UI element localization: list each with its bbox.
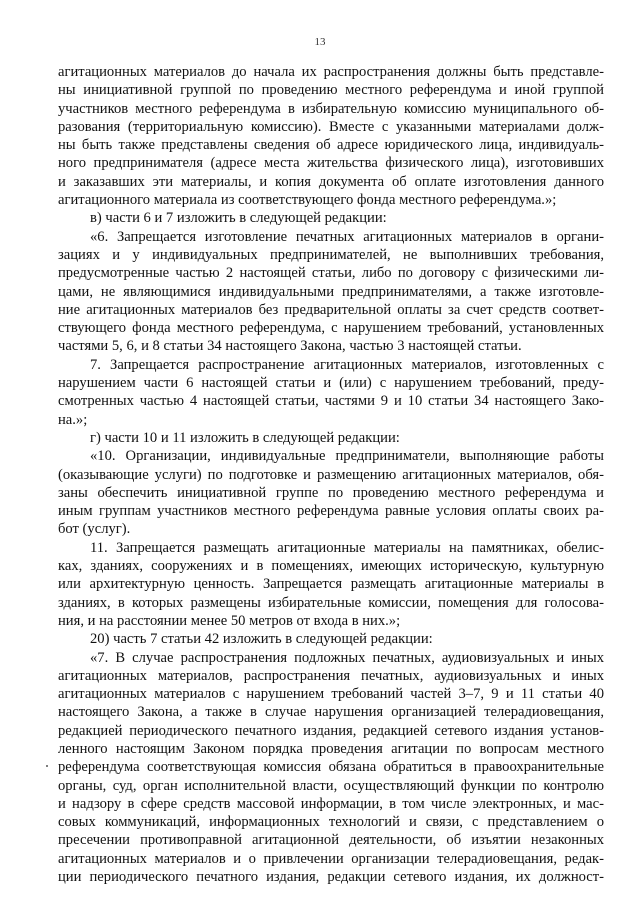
text-line: настоящего Закона, а также в случае нарушения организацией телерадиовещания, <box>58 704 604 721</box>
text-line: на.»; <box>58 411 88 428</box>
text-line: ного предпринимателя (адресе места жительства физического лица), изготовивших <box>58 155 604 172</box>
text-line: нарушением части 6 настоящей статьи и (или) с нарушением требований, преду- <box>58 375 604 392</box>
text-line: (оказывающие услуги) по подготовке и размещению агитационных материалов, обя- <box>58 466 604 483</box>
text-line: и надзору в сфере средств массовой информации, в том числе электронных, и мас- <box>58 795 604 812</box>
text-line: или архитектурную ценность. Запрещается размещать агитационные материалы в <box>58 576 604 593</box>
text-line: ках, зданиях, сооружениях и в помещениях, имеющих историческую, культурную <box>58 558 604 575</box>
text-line: ния, и на расстоянии менее 50 метров от входа в них.»; <box>58 612 401 629</box>
text-line: в) части 6 и 7 изложить в следующей редакции: <box>90 210 387 227</box>
text-line: г) части 10 и 11 изложить в следующей редакции: <box>90 429 400 446</box>
text-line: совых коммуникаций, информационных технологий и связи, с представлением о <box>58 814 604 831</box>
text-line: 11. Запрещается размещать агитационные материалы на памятниках, обелис- <box>90 539 604 556</box>
text-line: зданиях, в которых размещены избирательные комиссии, помещения для голосова- <box>58 594 604 611</box>
text-line: агитационных материалов и о привлечении организации телерадиовещания, редак- <box>58 850 604 867</box>
text-line: агитационных материалов с нарушением требований частей 3–7, 9 и 11 статьи 40 <box>58 686 604 703</box>
text-line: бот (услуг). <box>58 521 131 538</box>
text-line: ствующего фонда местного референдума, с нарушением требований, установленных <box>58 320 604 337</box>
text-line: «7. В случае распространения подложных печатных, аудиовизуальных и иных <box>90 649 604 666</box>
text-line: 7. Запрещается распространение агитационных материалов, изготовленных с <box>90 356 604 373</box>
text-line: заны обеспечить инициативной группе по проведению местного референдума и <box>58 484 604 501</box>
text-line: ны быть также представлены сведения об адресе юридического лица, индивидуаль- <box>58 137 604 154</box>
text-line: референдума соответствующая комиссия обязана обратиться в правоохранительные <box>58 759 604 776</box>
document-body <box>58 63 604 886</box>
text-line: ленного настоящим Законом порядка проведения агитации по вопросам местного <box>58 740 604 757</box>
text-line: ние агитационных материалов без предварительной оплаты за счет средств соответ- <box>58 301 604 318</box>
text-line: цами, не являющимися индивидуальными предпринимателями, а также изготовле- <box>58 283 604 300</box>
text-line: пресечении противоправной агитационной деятельности, об изъятии незаконных <box>58 832 604 849</box>
text-line: агитационных материалов до начала их распространения должны быть представле- <box>58 64 604 80</box>
page-number: 13 <box>314 36 326 48</box>
text-line: иным группам участников местного референдума равные условия оплаты своих ра- <box>58 503 604 520</box>
text-line: частями 5, 6, и 8 статьи 34 настоящего Закона, частью 3 настоящей статьи. <box>58 338 522 355</box>
scan-speck <box>46 765 48 767</box>
text-line: разования (территориальную комиссию). Вместе с указанными материалами долж- <box>58 118 604 135</box>
text-line: предусмотренные частью 2 настоящей статьи, либо по договору с физическими ли- <box>58 265 604 282</box>
text-line: органы, суд, орган исполнительной власти, осуществляющий функции по контролю <box>58 777 604 794</box>
text-line: агитационного материала из соответствующего фонда местного референдума.»; <box>58 192 557 209</box>
text-line: ции периодического печатного издания, редакции сетевого издания, их должност- <box>58 869 604 886</box>
text-line: «10. Организации, индивидуальные предприниматели, выполняющие работы <box>90 448 604 465</box>
text-line: зациях и у индивидуальных предпринимателей, не выполнивших требования, <box>58 246 604 263</box>
text-line: агитационных материалов, распространения печатных, аудиовизуальных и иных <box>58 667 604 684</box>
text-line: участников местного референдума в избирательную комиссию муниципального об- <box>58 100 604 117</box>
text-line: смотренных частью 4 настоящей статьи, частями 9 и 10 статьи 34 настоящего Зако- <box>58 393 604 410</box>
text-line: ны инициативной группой по проведению местного референдума и иной группой <box>58 82 604 99</box>
text-line: «6. Запрещается изготовление печатных агитационных материалов в органи- <box>90 228 604 245</box>
text-line: редакцией периодического печатного издания, редакцией сетевого издания установ- <box>58 722 604 739</box>
text-line: 20) часть 7 статьи 42 изложить в следующей редакции: <box>90 631 433 648</box>
text-line: и заказавших эти материалы, и копия документа об оплате изготовления данного <box>58 173 604 190</box>
